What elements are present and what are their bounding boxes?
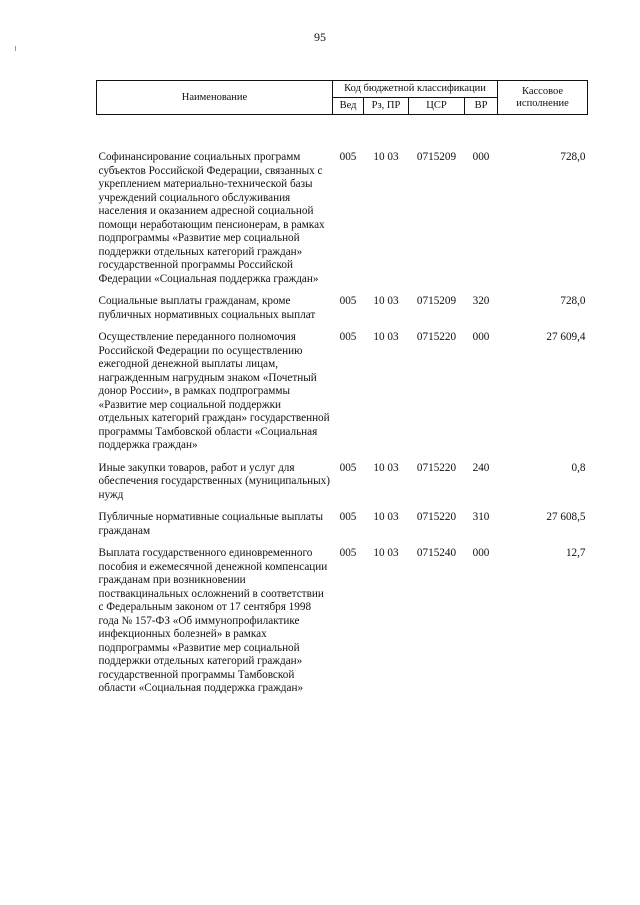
row-sum: 728,0 [560, 151, 586, 163]
row-rz: 10 03 [373, 511, 399, 523]
row-rz: 10 03 [373, 331, 399, 343]
row-ved: 005 [339, 511, 357, 523]
table-row [97, 115, 588, 296]
row-csr: 0715240 [416, 547, 457, 559]
header-rz: Рз, ПР [364, 98, 409, 115]
row-vr: 320 [472, 295, 490, 307]
row-vr: 240 [472, 461, 490, 474]
budget-table [96, 80, 588, 705]
row-name: Иные закупки товаров, работ и услуг для обеспечения государственных (муниципальных) нужд [98, 461, 330, 501]
header-vr: ВР [465, 98, 498, 115]
row-sum: 12,7 [565, 547, 586, 559]
row-ved: 005 [339, 331, 357, 343]
table-row [97, 511, 588, 547]
header-classification: Код бюджетной классификации [333, 81, 498, 98]
row-ved: 005 [339, 461, 357, 474]
row-csr: 0715220 [416, 331, 457, 343]
header-csr: ЦСР [409, 98, 465, 115]
row-ved: 005 [339, 151, 357, 163]
row-rz: 10 03 [373, 547, 399, 559]
row-ved: 005 [339, 547, 357, 559]
header-sum: Кассовое исполнение [498, 81, 588, 115]
row-vr: 000 [472, 151, 490, 163]
table-row [97, 547, 588, 705]
row-csr: 0715209 [416, 295, 457, 307]
row-sum: 0,8 [571, 461, 586, 474]
row-vr: 310 [472, 511, 490, 523]
page-number: 95 [314, 30, 326, 44]
row-sum: 27 609,4 [546, 331, 586, 343]
table-row [97, 295, 588, 331]
header-ved: Вед [333, 98, 364, 115]
row-csr: 0715209 [416, 151, 457, 163]
row-sum: 27 608,5 [546, 511, 586, 523]
row-csr: 0715220 [416, 461, 457, 474]
row-name: Софинансирование социальных программ субъектов Российской Федерации, связанных с укреплением материально-технической базы учреждений социального обслуживания населения и оказанием адресной социальной помощи неработающим пенсионерам, в рамках подпрограммы «Развитие мер социальной поддержки отдельных категорий граждан» государственной программы Российской Федерации «Социальная поддержка граждан» [98, 151, 325, 285]
row-vr: 000 [472, 547, 490, 559]
row-name: Осуществление переданного полномочия Российской Федерации по осуществлению ежегодной денежной выплаты лицам, награжденным нагрудным знаком «Почетный донор России», в рамках подпрограммы «Развитие мер социальной поддержки отдельных категорий граждан» государственной программы Тамбовской области «Социальная поддержка граждан» [98, 331, 330, 451]
row-csr: 0715220 [416, 511, 457, 523]
row-vr: 000 [472, 331, 490, 343]
row-name: Публичные нормативные социальные выплаты гражданам [98, 511, 324, 537]
row-rz: 10 03 [373, 295, 399, 307]
row-rz: 10 03 [373, 461, 399, 474]
row-sum: 728,0 [560, 295, 586, 307]
row-ved: 005 [339, 295, 357, 307]
margin-mark [15, 46, 16, 51]
row-name: Выплата государственного единовременного пособия и ежемесячной денежной компенсации гражданам при возникновении поствакцинальных осложнений в соответствии с Федеральным законом от 17 сентября 1998 года № 157-ФЗ «Об иммунопрофилактике инфекционных болезней» в рамках подпрограммы «Развитие мер социальной поддержки отдельных категорий граждан» государственной программы Тамбовской области «Социальная поддержка граждан» [98, 547, 328, 694]
row-rz: 10 03 [373, 151, 399, 163]
table-row [97, 462, 588, 512]
table-row [97, 331, 588, 462]
table-header [97, 81, 588, 115]
header-name: Наименование [97, 81, 333, 115]
row-name: Социальные выплаты гражданам, кроме публичных нормативных социальных выплат [98, 295, 316, 321]
